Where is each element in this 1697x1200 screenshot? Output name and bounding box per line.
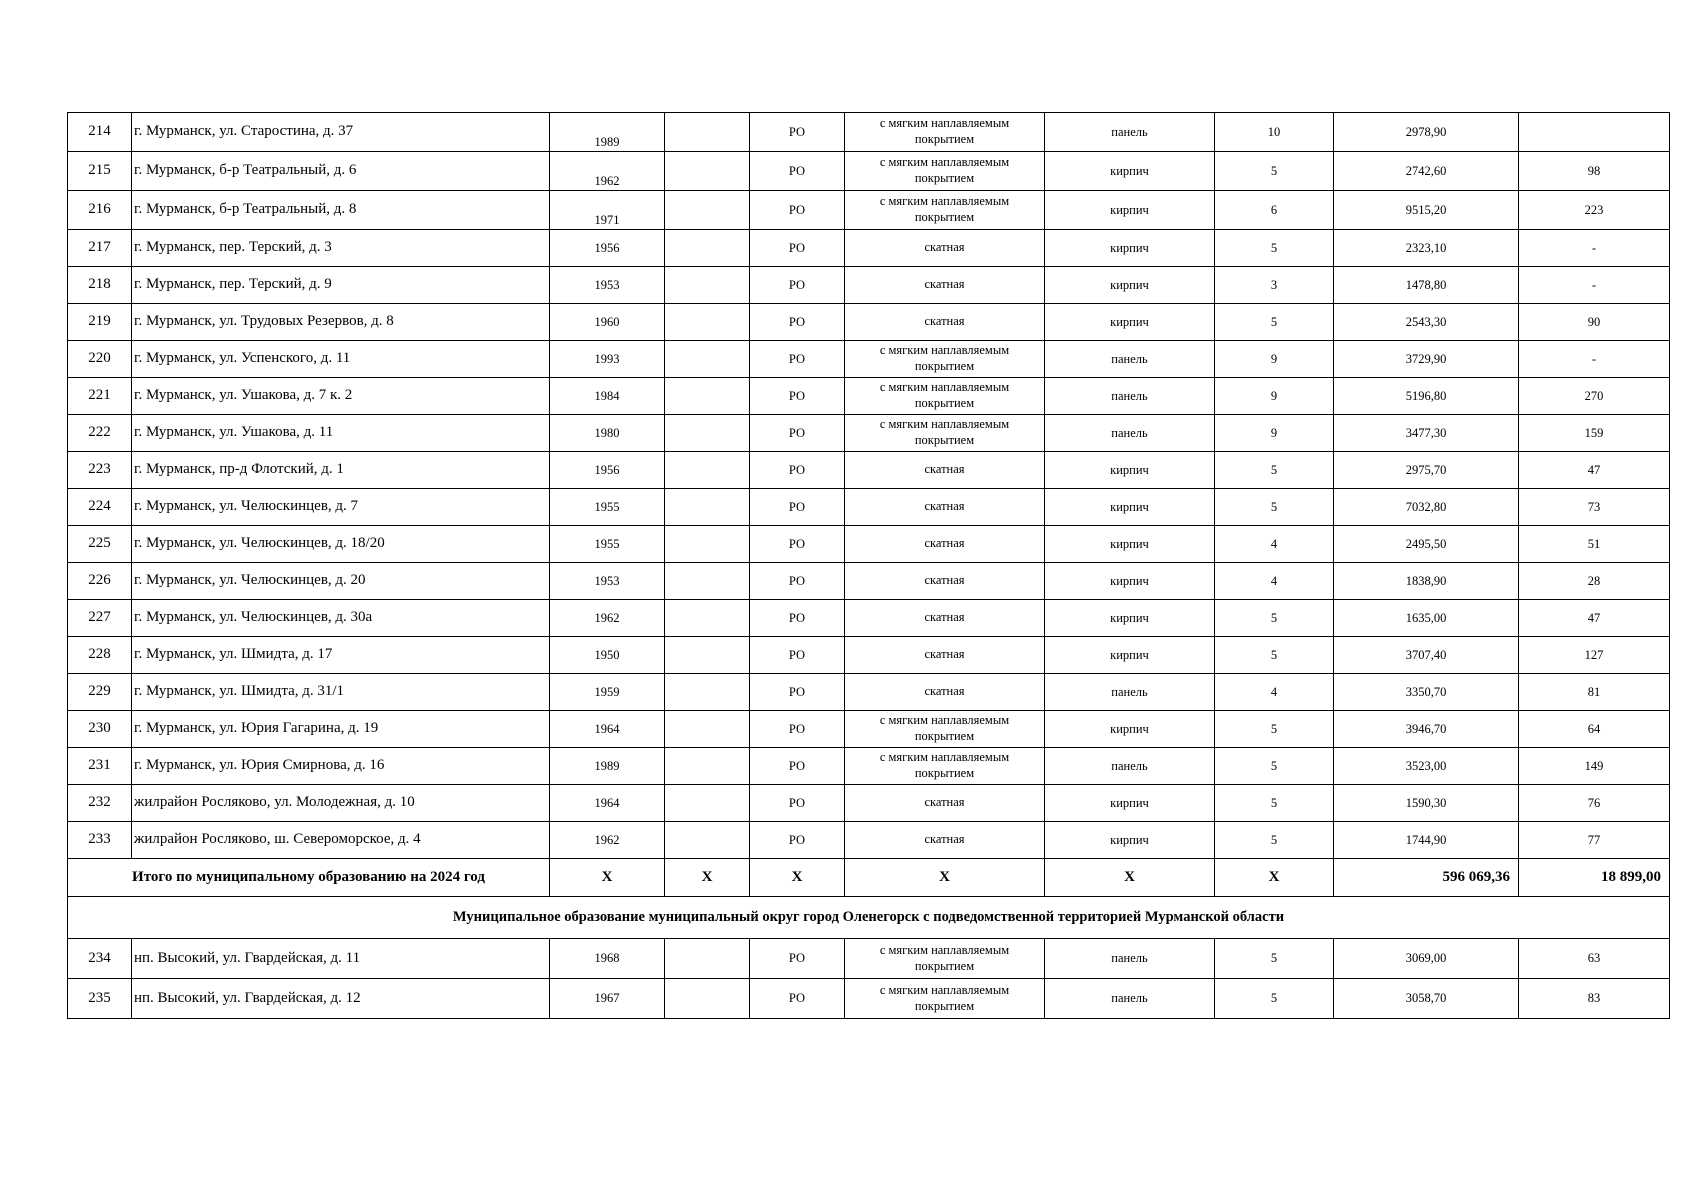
roof-type-text: скатная — [924, 832, 965, 847]
row-roof-type — [845, 341, 1045, 378]
roof-type-text: скатная — [924, 536, 965, 551]
row-year: 1964 — [550, 785, 665, 822]
row-ro: РО — [750, 822, 845, 859]
row-year: 1962 — [550, 600, 665, 637]
row-roof-type — [845, 939, 1045, 979]
row-year: 1989 — [550, 113, 665, 152]
row-area: 3729,90 — [1334, 341, 1519, 378]
row-year: 1962 — [550, 822, 665, 859]
row-last-value: 98 — [1519, 152, 1670, 191]
row-number: 230 — [68, 711, 132, 748]
row-area: 2742,60 — [1334, 152, 1519, 191]
row-area: 2978,90 — [1334, 113, 1519, 152]
table-row — [68, 711, 1670, 748]
row-empty-cell — [665, 113, 750, 152]
row-ro: РО — [750, 563, 845, 600]
row-address: г. Мурманск, пер. Терский, д. 3 — [132, 230, 550, 267]
table-row — [68, 600, 1670, 637]
row-area: 7032,80 — [1334, 489, 1519, 526]
row-year: 1967 — [550, 979, 665, 1019]
row-address: г. Мурманск, б-р Театральный, д. 8 — [132, 191, 550, 230]
row-address: жилрайон Росляково, ш. Североморское, д. 4 — [132, 822, 550, 859]
row-wall-material: кирпич — [1045, 526, 1215, 563]
row-ro: РО — [750, 452, 845, 489]
row-wall-material: кирпич — [1045, 785, 1215, 822]
table-row — [68, 113, 1670, 152]
table-row — [68, 979, 1670, 1019]
row-last-value: 127 — [1519, 637, 1670, 674]
row-year: 1993 — [550, 341, 665, 378]
row-roof-type — [845, 378, 1045, 415]
row-address: г. Мурманск, ул. Челюскинцев, д. 18/20 — [132, 526, 550, 563]
row-number: 224 — [68, 489, 132, 526]
row-number: 218 — [68, 267, 132, 304]
row-last-value: 51 — [1519, 526, 1670, 563]
row-empty-cell — [665, 378, 750, 415]
row-floors: 5 — [1215, 711, 1334, 748]
row-last-value: 81 — [1519, 674, 1670, 711]
row-number: 235 — [68, 979, 132, 1019]
row-year: 1953 — [550, 563, 665, 600]
table-row — [68, 230, 1670, 267]
row-wall-material: кирпич — [1045, 563, 1215, 600]
row-empty-cell — [665, 674, 750, 711]
row-number: 220 — [68, 341, 132, 378]
row-floors: 5 — [1215, 152, 1334, 191]
row-empty-cell — [665, 939, 750, 979]
total-x-mark: Х — [665, 859, 750, 897]
row-year: 1964 — [550, 711, 665, 748]
table-row — [68, 191, 1670, 230]
row-empty-cell — [665, 979, 750, 1019]
row-roof-type — [845, 711, 1045, 748]
row-wall-material: кирпич — [1045, 452, 1215, 489]
row-roof-type — [845, 230, 1045, 267]
row-area: 2495,50 — [1334, 526, 1519, 563]
roof-type-text: скатная — [924, 647, 965, 662]
table-row — [68, 748, 1670, 785]
table-body-olenegorsk — [68, 939, 1670, 1019]
table-row — [68, 785, 1670, 822]
row-wall-material: кирпич — [1045, 152, 1215, 191]
row-last-value: 77 — [1519, 822, 1670, 859]
row-ro: РО — [750, 191, 845, 230]
row-address: г. Мурманск, б-р Театральный, д. 6 — [132, 152, 550, 191]
row-wall-material: кирпич — [1045, 489, 1215, 526]
row-area: 3523,00 — [1334, 748, 1519, 785]
table-row — [68, 415, 1670, 452]
row-area: 5196,80 — [1334, 378, 1519, 415]
roof-type-text: с мягким наплавляемым покрытием — [879, 194, 1010, 224]
row-wall-material: панель — [1045, 113, 1215, 152]
row-number: 227 — [68, 600, 132, 637]
roof-type-text: скатная — [924, 462, 965, 477]
row-address: г. Мурманск, ул. Шмидта, д. 17 — [132, 637, 550, 674]
row-address: г. Мурманск, ул. Трудовых Резервов, д. 8 — [132, 304, 550, 341]
row-last-value: - — [1519, 230, 1670, 267]
row-address: жилрайон Росляково, ул. Молодежная, д. 10 — [132, 785, 550, 822]
row-year: 1955 — [550, 526, 665, 563]
row-wall-material: кирпич — [1045, 711, 1215, 748]
row-floors: 5 — [1215, 230, 1334, 267]
row-number: 222 — [68, 415, 132, 452]
row-empty-cell — [665, 563, 750, 600]
row-last-value: 223 — [1519, 191, 1670, 230]
roof-type-text: скатная — [924, 573, 965, 588]
row-floors: 5 — [1215, 822, 1334, 859]
row-empty-cell — [665, 304, 750, 341]
row-roof-type — [845, 113, 1045, 152]
roof-type-text: с мягким наплавляемым покрытием — [879, 713, 1010, 743]
roof-type-text: скатная — [924, 684, 965, 699]
row-area: 1838,90 — [1334, 563, 1519, 600]
row-empty-cell — [665, 489, 750, 526]
row-roof-type — [845, 637, 1045, 674]
row-wall-material: кирпич — [1045, 267, 1215, 304]
roof-type-text: с мягким наплавляемым покрытием — [879, 982, 1010, 1013]
roof-type-text: скатная — [924, 795, 965, 810]
row-year: 1950 — [550, 637, 665, 674]
row-address: г. Мурманск, ул. Челюскинцев, д. 30а — [132, 600, 550, 637]
row-wall-material: кирпич — [1045, 822, 1215, 859]
row-ro: РО — [750, 415, 845, 452]
row-empty-cell — [665, 152, 750, 191]
row-address: г. Мурманск, ул. Юрия Гагарина, д. 19 — [132, 711, 550, 748]
roof-type-text: с мягким наплавляемым покрытием — [879, 155, 1010, 185]
row-ro: РО — [750, 637, 845, 674]
row-roof-type — [845, 748, 1045, 785]
roof-type-text: с мягким наплавляемым покрытием — [879, 942, 1010, 973]
row-floors: 4 — [1215, 674, 1334, 711]
row-area: 3477,30 — [1334, 415, 1519, 452]
row-area: 1478,80 — [1334, 267, 1519, 304]
row-ro: РО — [750, 711, 845, 748]
row-empty-cell — [665, 230, 750, 267]
row-last-value: - — [1519, 267, 1670, 304]
row-empty-cell — [665, 711, 750, 748]
total-x-mark: Х — [550, 859, 665, 897]
row-floors: 10 — [1215, 113, 1334, 152]
table-row — [68, 378, 1670, 415]
row-year: 1959 — [550, 674, 665, 711]
row-year: 1953 — [550, 267, 665, 304]
row-address: г. Мурманск, ул. Ушакова, д. 11 — [132, 415, 550, 452]
row-wall-material: панель — [1045, 415, 1215, 452]
row-last-value: 47 — [1519, 452, 1670, 489]
row-roof-type — [845, 600, 1045, 637]
row-number: 228 — [68, 637, 132, 674]
row-number: 226 — [68, 563, 132, 600]
row-roof-type — [845, 563, 1045, 600]
total-row — [68, 859, 1670, 897]
row-year: 1956 — [550, 452, 665, 489]
row-roof-type — [845, 415, 1045, 452]
row-floors: 9 — [1215, 378, 1334, 415]
row-last-value: 28 — [1519, 563, 1670, 600]
row-year: 1968 — [550, 939, 665, 979]
row-roof-type — [845, 979, 1045, 1019]
row-floors: 6 — [1215, 191, 1334, 230]
row-area: 3058,70 — [1334, 979, 1519, 1019]
roof-type-text: скатная — [924, 499, 965, 514]
row-year: 1984 — [550, 378, 665, 415]
row-empty-cell — [665, 748, 750, 785]
total-label: Итого по муниципальному образованию на 2024 год — [68, 859, 550, 897]
row-wall-material: кирпич — [1045, 304, 1215, 341]
row-last-value: 64 — [1519, 711, 1670, 748]
row-wall-material: панель — [1045, 979, 1215, 1019]
row-ro: РО — [750, 378, 845, 415]
row-area: 9515,20 — [1334, 191, 1519, 230]
row-area: 1635,00 — [1334, 600, 1519, 637]
row-ro: РО — [750, 267, 845, 304]
row-ro: РО — [750, 526, 845, 563]
row-address: нп. Высокий, ул. Гвардейская, д. 12 — [132, 979, 550, 1019]
table-row — [68, 526, 1670, 563]
row-empty-cell — [665, 267, 750, 304]
row-last-value: 270 — [1519, 378, 1670, 415]
row-floors: 5 — [1215, 600, 1334, 637]
row-floors: 5 — [1215, 748, 1334, 785]
row-area: 3069,00 — [1334, 939, 1519, 979]
row-wall-material: панель — [1045, 341, 1215, 378]
row-number: 215 — [68, 152, 132, 191]
row-area: 3707,40 — [1334, 637, 1519, 674]
row-ro: РО — [750, 979, 845, 1019]
row-roof-type — [845, 452, 1045, 489]
row-number: 219 — [68, 304, 132, 341]
row-empty-cell — [665, 600, 750, 637]
roof-type-text: скатная — [924, 314, 965, 329]
row-number: 217 — [68, 230, 132, 267]
row-area: 1590,30 — [1334, 785, 1519, 822]
row-empty-cell — [665, 822, 750, 859]
table-row — [68, 152, 1670, 191]
total-last: 18 899,00 — [1519, 859, 1670, 897]
row-roof-type — [845, 526, 1045, 563]
total-x-mark: Х — [750, 859, 845, 897]
row-empty-cell — [665, 341, 750, 378]
row-roof-type — [845, 785, 1045, 822]
row-ro: РО — [750, 113, 845, 152]
row-address: г. Мурманск, ул. Челюскинцев, д. 20 — [132, 563, 550, 600]
row-address: г. Мурманск, ул. Старостина, д. 37 — [132, 113, 550, 152]
row-ro: РО — [750, 341, 845, 378]
row-address: г. Мурманск, ул. Челюскинцев, д. 7 — [132, 489, 550, 526]
row-year: 1989 — [550, 748, 665, 785]
total-x-mark: Х — [1215, 859, 1334, 897]
roof-type-text: скатная — [924, 240, 965, 255]
section-title: Муниципальное образование муниципальный округ город Оленегорск с подведомственной территорией Мурманской области — [68, 897, 1670, 939]
table-row — [68, 563, 1670, 600]
row-empty-cell — [665, 191, 750, 230]
row-number: 231 — [68, 748, 132, 785]
row-floors: 9 — [1215, 415, 1334, 452]
row-floors: 5 — [1215, 939, 1334, 979]
table-row — [68, 452, 1670, 489]
row-roof-type — [845, 674, 1045, 711]
row-wall-material: кирпич — [1045, 600, 1215, 637]
row-ro: РО — [750, 939, 845, 979]
row-area: 2323,10 — [1334, 230, 1519, 267]
row-roof-type — [845, 489, 1045, 526]
row-address: г. Мурманск, ул. Шмидта, д. 31/1 — [132, 674, 550, 711]
row-last-value: 47 — [1519, 600, 1670, 637]
row-ro: РО — [750, 674, 845, 711]
row-ro: РО — [750, 600, 845, 637]
row-wall-material: кирпич — [1045, 191, 1215, 230]
table-row — [68, 637, 1670, 674]
row-ro: РО — [750, 748, 845, 785]
table-row — [68, 939, 1670, 979]
row-year: 1962 — [550, 152, 665, 191]
row-area: 1744,90 — [1334, 822, 1519, 859]
housing-register-sheet — [67, 112, 1669, 1019]
row-wall-material: кирпич — [1045, 230, 1215, 267]
total-x-mark: Х — [1045, 859, 1215, 897]
row-ro: РО — [750, 785, 845, 822]
row-floors: 4 — [1215, 563, 1334, 600]
row-last-value: - — [1519, 341, 1670, 378]
row-floors: 5 — [1215, 304, 1334, 341]
row-area: 2975,70 — [1334, 452, 1519, 489]
row-roof-type — [845, 191, 1045, 230]
row-roof-type — [845, 822, 1045, 859]
housing-register-table — [67, 112, 1670, 1019]
row-number: 214 — [68, 113, 132, 152]
table-body-total — [68, 859, 1670, 939]
row-wall-material: панель — [1045, 748, 1215, 785]
row-number: 229 — [68, 674, 132, 711]
row-floors: 5 — [1215, 452, 1334, 489]
row-roof-type — [845, 304, 1045, 341]
roof-type-text: с мягким наплавляемым покрытием — [879, 750, 1010, 780]
row-roof-type — [845, 152, 1045, 191]
roof-type-text: скатная — [924, 610, 965, 625]
row-year: 1956 — [550, 230, 665, 267]
row-address: г. Мурманск, ул. Юрия Смирнова, д. 16 — [132, 748, 550, 785]
roof-type-text: с мягким наплавляемым покрытием — [879, 116, 1010, 146]
row-last-value: 76 — [1519, 785, 1670, 822]
row-year: 1960 — [550, 304, 665, 341]
row-ro: РО — [750, 152, 845, 191]
row-floors: 3 — [1215, 267, 1334, 304]
row-floors: 5 — [1215, 637, 1334, 674]
row-floors: 5 — [1215, 979, 1334, 1019]
section-header-row — [68, 897, 1670, 939]
total-area: 596 069,36 — [1334, 859, 1519, 897]
row-empty-cell — [665, 637, 750, 674]
row-number: 216 — [68, 191, 132, 230]
table-row — [68, 674, 1670, 711]
total-x-mark: Х — [845, 859, 1045, 897]
row-address: г. Мурманск, пер. Терский, д. 9 — [132, 267, 550, 304]
row-ro: РО — [750, 489, 845, 526]
table-body-murmansk — [68, 113, 1670, 859]
table-row — [68, 489, 1670, 526]
row-empty-cell — [665, 526, 750, 563]
row-year: 1955 — [550, 489, 665, 526]
row-wall-material: кирпич — [1045, 637, 1215, 674]
row-area: 3946,70 — [1334, 711, 1519, 748]
row-address: г. Мурманск, ул. Успенского, д. 11 — [132, 341, 550, 378]
row-empty-cell — [665, 415, 750, 452]
table-row — [68, 341, 1670, 378]
row-number: 223 — [68, 452, 132, 489]
row-area: 3350,70 — [1334, 674, 1519, 711]
row-number: 232 — [68, 785, 132, 822]
row-year: 1971 — [550, 191, 665, 230]
row-address: г. Мурманск, ул. Ушакова, д. 7 к. 2 — [132, 378, 550, 415]
row-wall-material: панель — [1045, 378, 1215, 415]
row-number: 234 — [68, 939, 132, 979]
table-row — [68, 822, 1670, 859]
row-ro: РО — [750, 304, 845, 341]
row-roof-type — [845, 267, 1045, 304]
row-empty-cell — [665, 452, 750, 489]
row-last-value: 73 — [1519, 489, 1670, 526]
row-last-value: 63 — [1519, 939, 1670, 979]
table-row — [68, 304, 1670, 341]
row-floors: 9 — [1215, 341, 1334, 378]
row-address: г. Мурманск, пр-д Флотский, д. 1 — [132, 452, 550, 489]
row-ro: РО — [750, 230, 845, 267]
row-last-value: 90 — [1519, 304, 1670, 341]
row-year: 1980 — [550, 415, 665, 452]
row-floors: 5 — [1215, 489, 1334, 526]
roof-type-text: скатная — [924, 277, 965, 292]
row-area: 2543,30 — [1334, 304, 1519, 341]
row-number: 225 — [68, 526, 132, 563]
row-wall-material: панель — [1045, 674, 1215, 711]
roof-type-text: с мягким наплавляемым покрытием — [879, 380, 1010, 410]
row-number: 221 — [68, 378, 132, 415]
row-empty-cell — [665, 785, 750, 822]
row-number: 233 — [68, 822, 132, 859]
roof-type-text: с мягким наплавляемым покрытием — [879, 343, 1010, 373]
row-last-value: 159 — [1519, 415, 1670, 452]
row-floors: 4 — [1215, 526, 1334, 563]
row-address: нп. Высокий, ул. Гвардейская, д. 11 — [132, 939, 550, 979]
roof-type-text: с мягким наплавляемым покрытием — [879, 417, 1010, 447]
row-last-value: 83 — [1519, 979, 1670, 1019]
row-last-value — [1519, 113, 1670, 152]
row-wall-material: панель — [1045, 939, 1215, 979]
row-last-value: 149 — [1519, 748, 1670, 785]
row-floors: 5 — [1215, 785, 1334, 822]
table-row — [68, 267, 1670, 304]
